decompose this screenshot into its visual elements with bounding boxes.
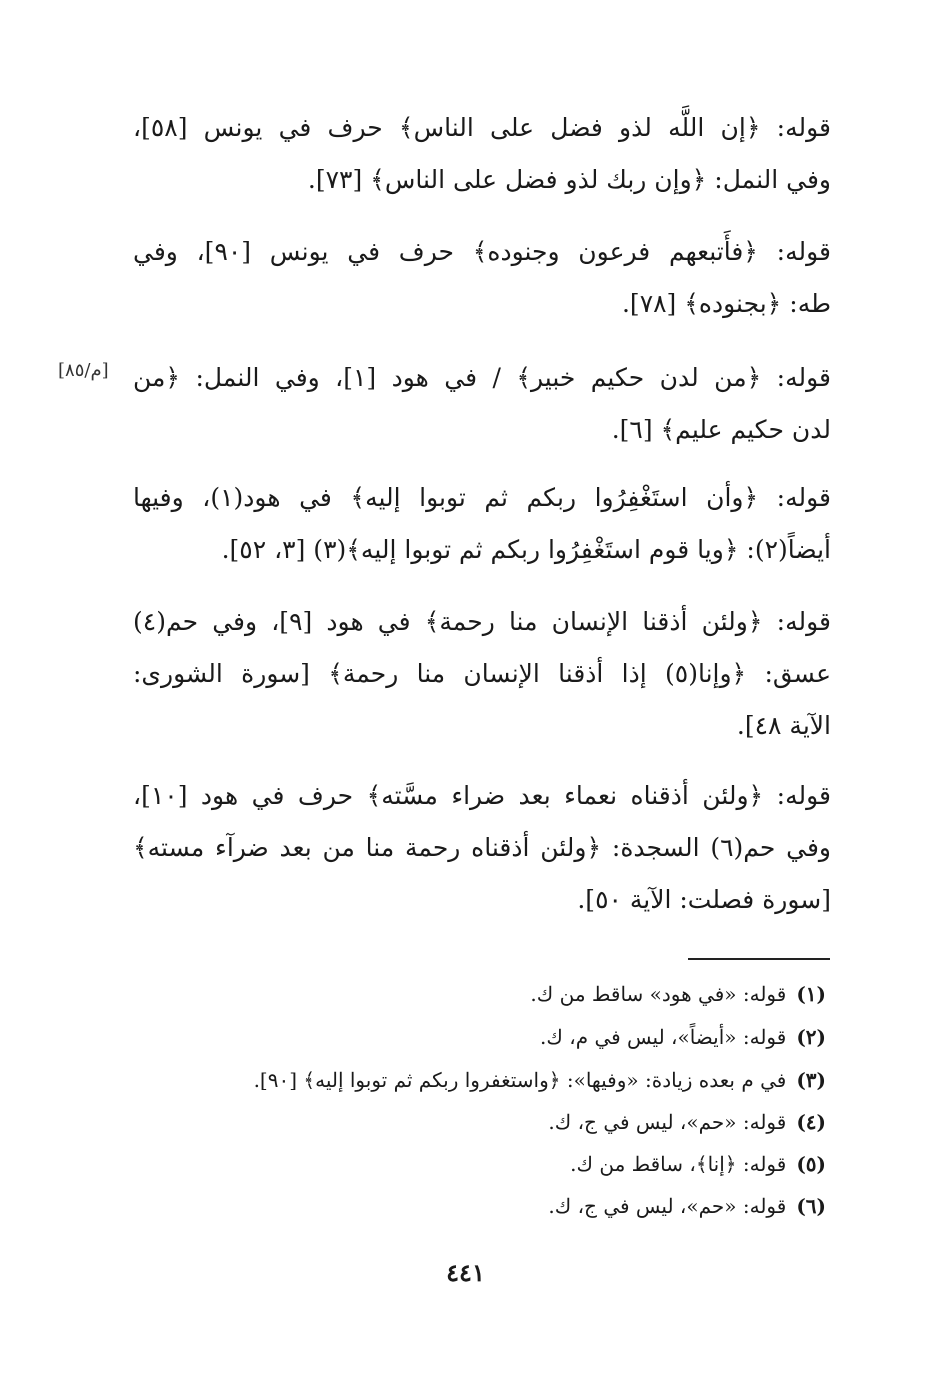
paragraph-line: الآية ٤٨]. <box>736 711 831 740</box>
footnote-6 <box>548 1194 826 1218</box>
paragraph-line: لدن حكيم عليم﴾ [٦]. <box>611 415 831 444</box>
paragraph-1 <box>133 102 831 206</box>
paragraph-line: عسق: ﴿وإنا(٥) إذا أذقنا الإنسان منا رحمة﴾ [سورة الشورى: <box>133 659 831 688</box>
manuscript-page-marker: [م/٨٥] <box>58 360 109 381</box>
footnote-number: (٦) <box>796 1194 826 1218</box>
paragraph-2 <box>133 226 831 330</box>
paragraph-line: وفي حم(٦) السجدة: ﴿ولئن أذقناه رحمة منا من بعد ضرآء مسته﴾ <box>133 833 831 862</box>
footnote-number: (٣) <box>796 1068 826 1092</box>
paragraph-line: قوله: ﴿إن اللَّه لذو فضل على الناس﴾ حرف في يونس [٥٨]، <box>133 113 831 142</box>
footnote-text: قوله: «في هود» ساقط من ك. <box>530 982 787 1006</box>
footnote-text: قوله: ﴿إنا﴾، ساقط من ك. <box>570 1152 787 1176</box>
paragraph-line: قوله: ﴿وأن استَغْفِرُوا ربكم ثم توبوا إليه﴾ في هود(١)، وفيها <box>133 483 831 512</box>
footnote-5 <box>570 1152 826 1176</box>
footnote-1 <box>530 982 826 1006</box>
footnote-text: في م بعده زيادة: «وفيها»: ﴿واستغفروا ربكم ثم توبوا إليه﴾ [٩٠]. <box>253 1068 787 1092</box>
paragraph-line: وفي النمل: ﴿وإن ربك لذو فضل على الناس﴾ [٧٣]. <box>307 165 831 194</box>
footnote-3 <box>254 1068 826 1092</box>
footnote-number: (٢) <box>796 1025 826 1049</box>
paragraph-line: قوله: ﴿فأَتبعهم فرعون وجنوده﴾ حرف في يونس [٩٠]، وفي <box>133 237 831 266</box>
paragraph-line: [سورة فصلت: الآية ٥٠]. <box>577 885 831 914</box>
paragraph-4 <box>133 472 831 576</box>
footnote-2 <box>540 1025 826 1049</box>
paragraph-line: طه: ﴿بجنوده﴾ [٧٨]. <box>621 289 831 318</box>
paragraph-line: قوله: ﴿ولئن أذقنا الإنسان منا رحمة﴾ في هود [٩]، وفي حم(٤) <box>133 607 831 636</box>
footnote-text: قوله: «حم»، ليس في ج، ك. <box>548 1194 787 1218</box>
paragraph-5 <box>133 596 831 752</box>
footnote-text: قوله: «أيضاً»، ليس في م، ك. <box>540 1025 787 1049</box>
footnote-number: (٤) <box>796 1110 826 1134</box>
paragraph-3 <box>133 352 831 456</box>
paragraph-line: أيضاً(٢): ﴿ويا قوم استَغْفِرُوا ربكم ثم توبوا إليه﴾(٣) [٣، ٥٢]. <box>221 535 831 564</box>
footnote-4 <box>548 1110 826 1134</box>
footnote-number: (١) <box>796 982 826 1006</box>
footnote-text: قوله: «حم»، ليس في ج، ك. <box>548 1110 787 1134</box>
paragraph-line: قوله: ﴿من لدن حكيم خبير﴾ / في هود [١]، وفي النمل: ﴿من <box>133 363 831 392</box>
page-number: ٤٤١ <box>446 1258 485 1287</box>
footnote-number: (٥) <box>796 1152 826 1176</box>
paragraph-line: قوله: ﴿ولئن أذقناه نعماء بعد ضراء مسَّته﴾ حرف في هود [١٠]، <box>133 781 831 810</box>
footnote-separator <box>688 958 830 960</box>
paragraph-6 <box>133 770 831 926</box>
